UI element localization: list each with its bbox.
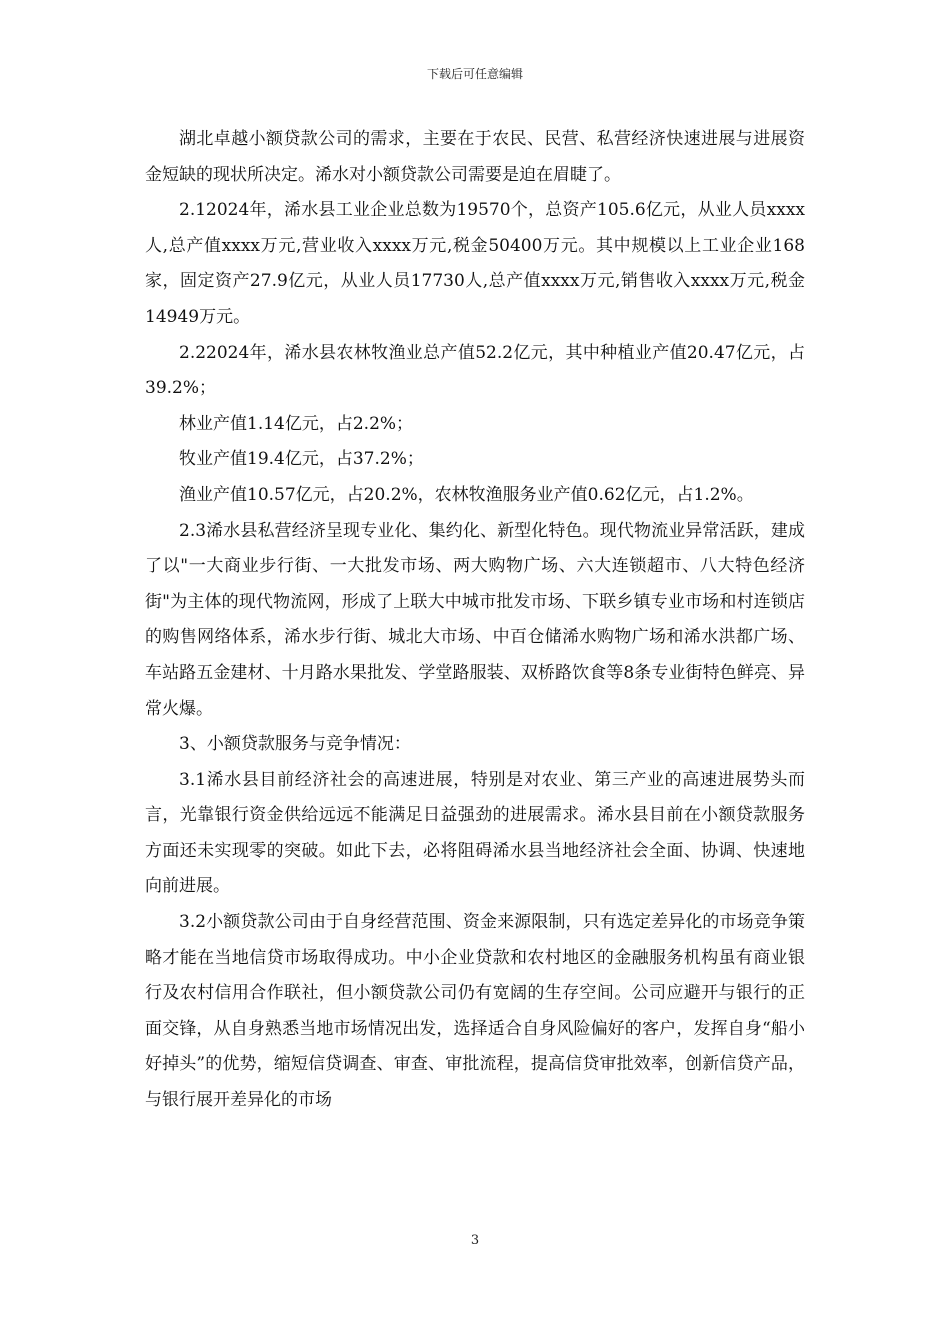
paragraph-industry-2-1: 2.12024年，浠水县工业企业总数为19570个，总资产105.6亿元，从业人员xxxx人,总产值xxxx万元,营业收入xxxx万元,税金50400万元。其中规模以上工业企业168家，固定资产27.9亿元，从业人员17730人,总产值xxxx万元,销售收入xxxx万元,税金14949万元。 <box>145 200 805 327</box>
section-heading-3: 3、小额贷款服务与竞争情况： <box>179 734 411 755</box>
paragraph-loan-service-3-1: 3.1浠水县目前经济社会的高速进展，特别是对农业、第三产业的高速进展势头而言，光靠银行资金供给远远不能满足日益强劲的进展需求。浠水县目前在小额贷款服务方面还未实现零的突破。如此下去，必将阻碍浠水县当地经济社会全面、协调、快速地向前进展。 <box>145 769 805 897</box>
page-number: 3 <box>470 1233 480 1248</box>
paragraph-fishery: 渔业产值10.57亿元，占20.2%，农林牧渔服务业产值0.62亿元，占1.2%。 <box>179 484 754 505</box>
paragraph-private-economy-2-3: 2.3浠水县私营经济呈现专业化、集约化、新型化特色。现代物流业异常活跃，建成了以"一大商业步行街、一大批发市场、两大购物广场、六大连锁超市、八大特色经济街"为主体的现代物流网，形成了上联大中城市批发市场、下联乡镇专业市场和村连锁店的购售网络体系，浠水步行街、城北大市场、中百仓储浠水购物广场和浠水洪都广场、车站路五金建材、十月路水果批发、学堂路服装、双桥路饮食等8条专业街特色鲜亮、异常火爆。 <box>145 520 805 719</box>
paragraph-competition-3-2: 3.2小额贷款公司由于自身经营范围、资金来源限制，只有选定差异化的市场竞争策略才能在当地信贷市场取得成功。中小企业贷款和农村地区的金融服务机构虽有商业银行及农村信用合作联社，但小额贷款公司仍有宽阔的生存空间。公司应避开与银行的正面交锋，从自身熟悉当地市场情况出发，选择适合自身风险偏好的客户，发挥自身“船小好掉头”的优势，缩短信贷调查、审查、审批流程，提高信贷审批效率，创新信贷产品，与银行展开差异化的市场 <box>145 912 805 1111</box>
paragraph-forestry: 林业产值1.14亿元，占2.2%； <box>179 413 414 434</box>
paragraph-demand: 湖北卓越小额贷款公司的需求，主要在于农民、民营、私营经济快速进展与进展资金短缺的现状所决定。浠水对小额贷款公司需要是迫在眉睫了。 <box>145 129 805 185</box>
paragraph-agriculture-2-2: 2.22024年，浠水县农林牧渔业总产值52.2亿元，其中种植业产值20.47亿元，占39.2%； <box>145 342 805 399</box>
document-body <box>145 122 805 1119</box>
page-header: 下载后可任意编辑 <box>426 67 523 81</box>
paragraph-animal-husbandry: 牧业产值19.4亿元，占37.2%； <box>179 449 424 470</box>
